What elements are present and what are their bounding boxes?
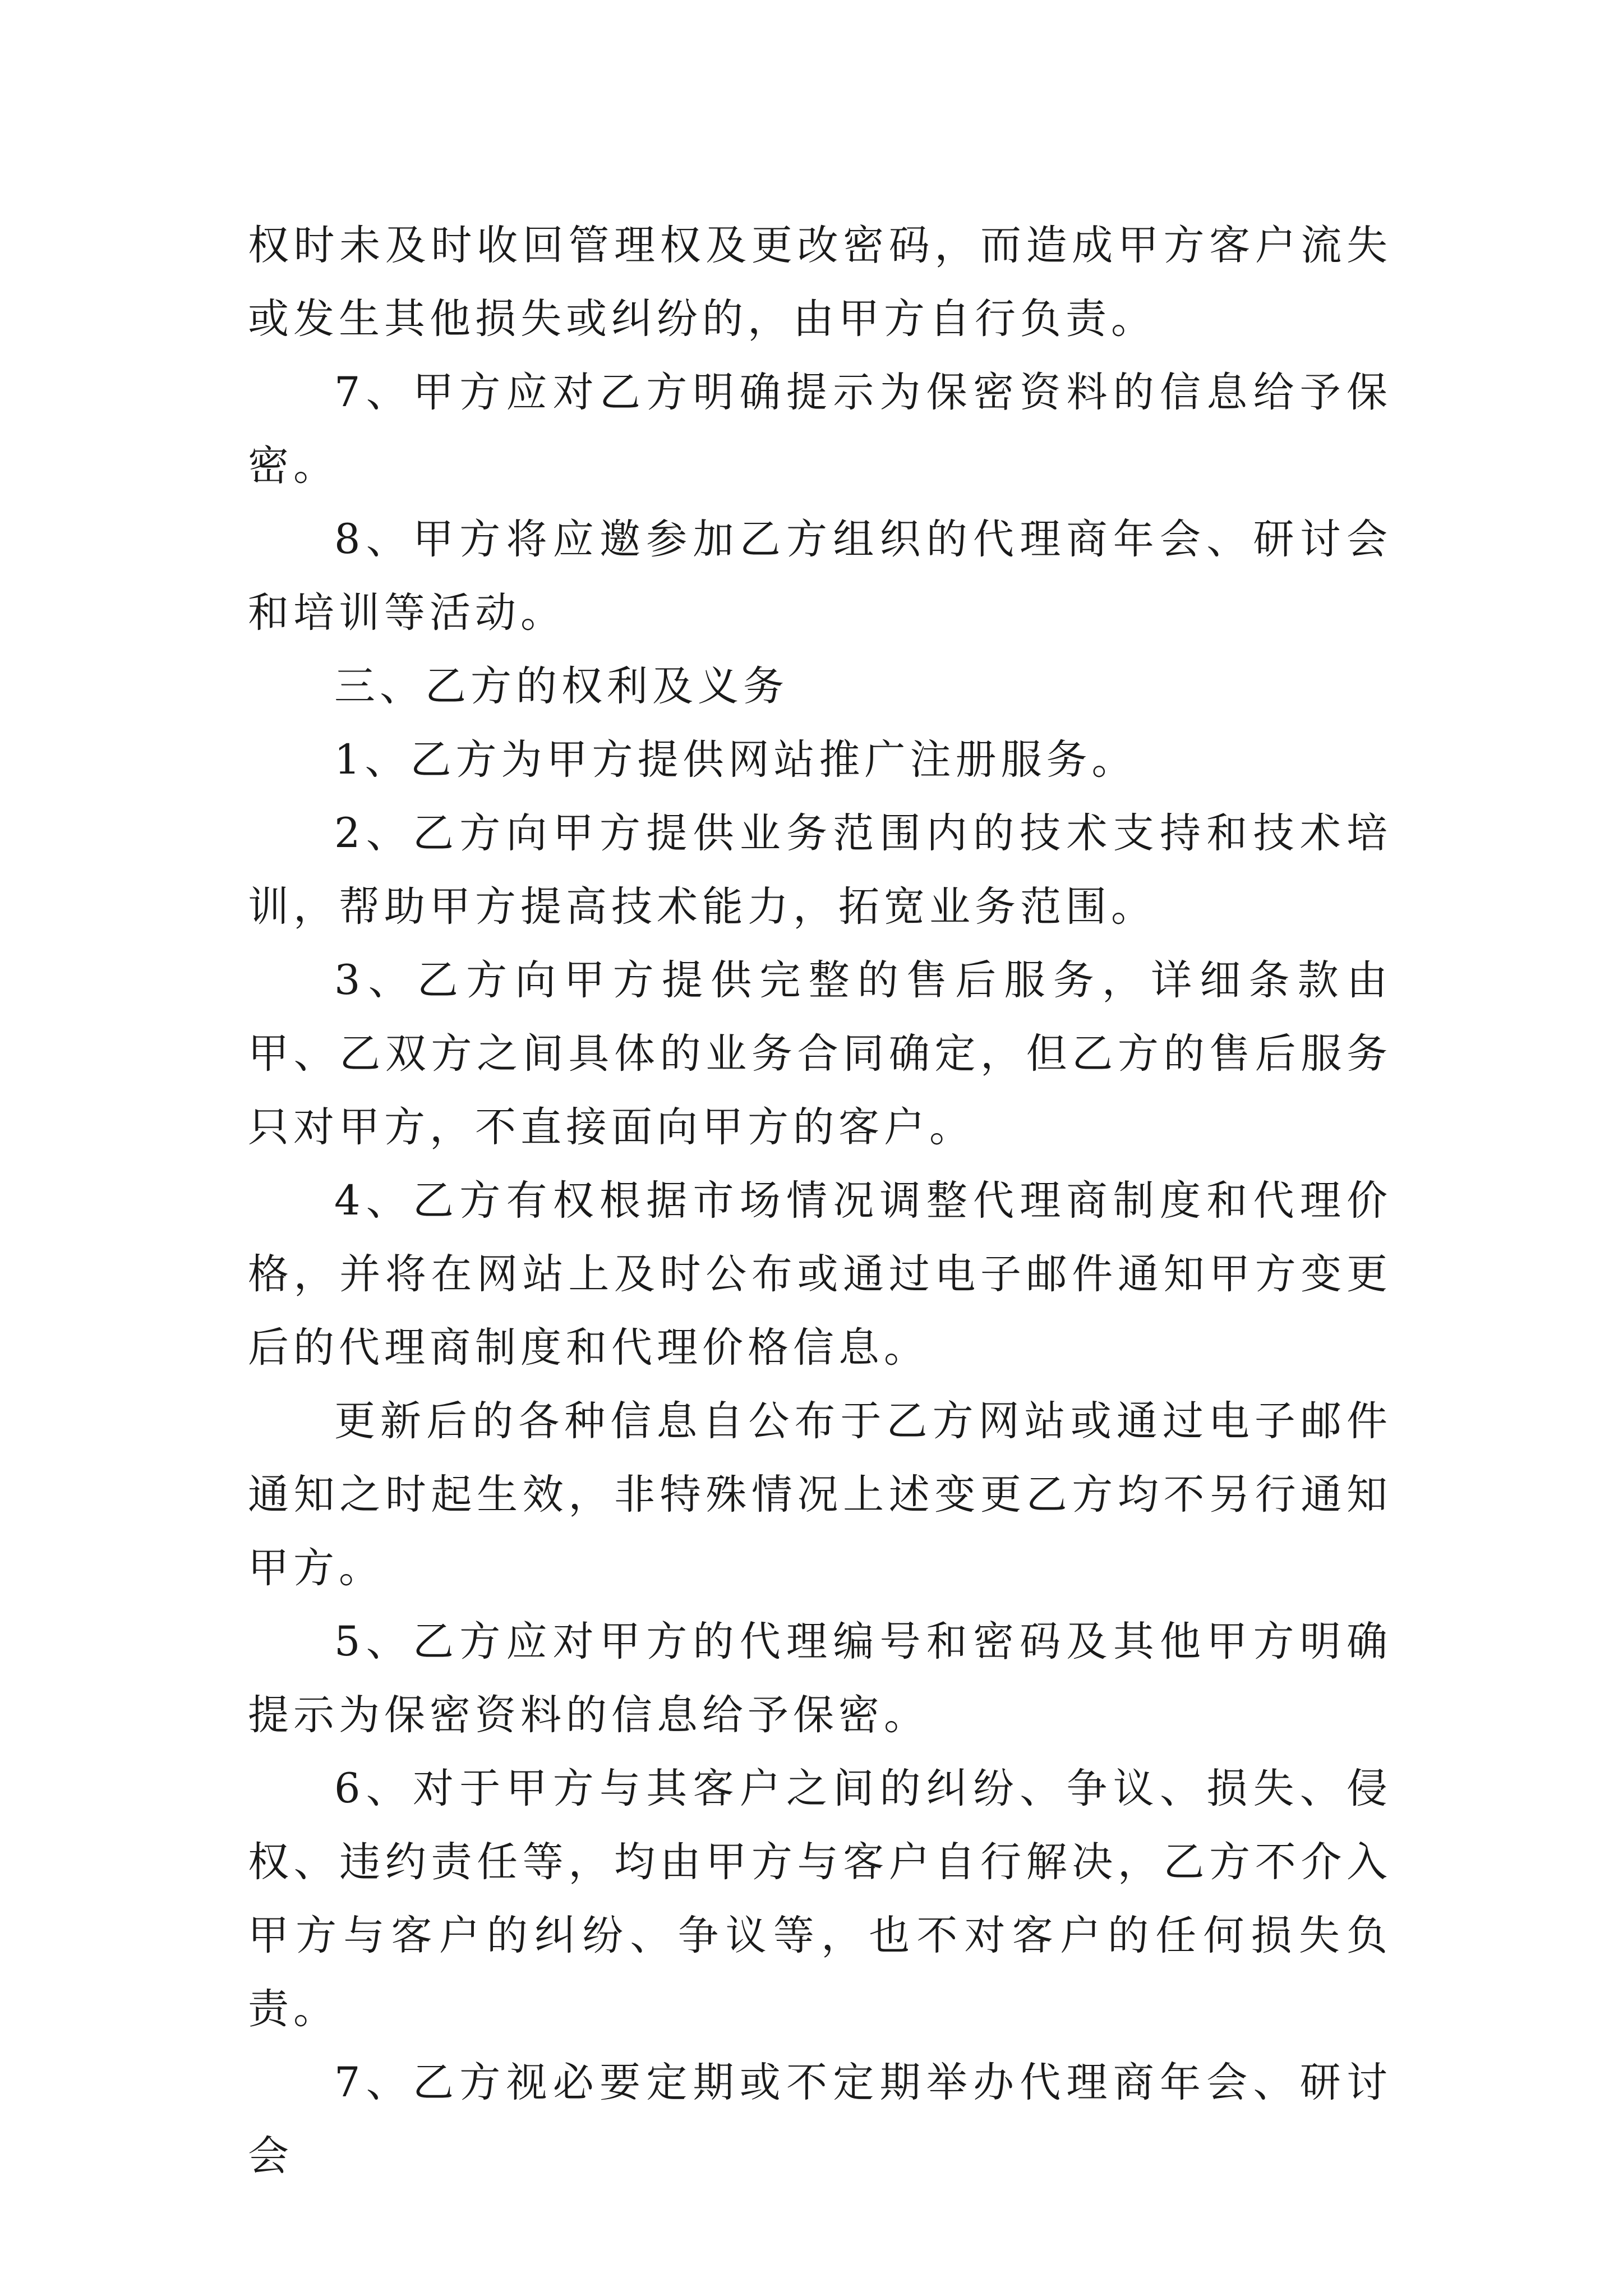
paragraph: 4、乙方有权根据市场情况调整代理商制度和代理价格，并将在网站上及时公布或通过电子邮件通知甲方变更后的代理商制度和代理价格信息。 bbox=[248, 1177, 1392, 1372]
paragraph: 8、甲方将应邀参加乙方组织的代理商年会、研讨会和培训等活动。 bbox=[248, 516, 1392, 637]
paragraph: 6、对于甲方与其客户之间的纠纷、争议、损失、侵权、违约责任等，均由甲方与客户自行解决，乙方不介入甲方与客户的纠纷、争议等，也不对客户的任何损失负责。 bbox=[248, 1765, 1392, 2033]
paragraph: 5、乙方应对甲方的代理编号和密码及其他甲方明确提示为保密资料的信息给予保密。 bbox=[248, 1618, 1392, 1739]
document-body bbox=[248, 209, 1392, 2193]
paragraph: 更新后的各种信息自公布于乙方网站或通过电子邮件通知之时起生效，非特殊情况上述变更乙方均不另行通知甲方。 bbox=[248, 1397, 1392, 1592]
paragraph: 7、乙方视必要定期或不定期举办代理商年会、研讨会 bbox=[248, 2059, 1392, 2180]
paragraph: 3、乙方向甲方提供完整的售后服务，详细条款由甲、乙双方之间具体的业务合同确定，但乙方的售后服务只对甲方，不直接面向甲方的客户。 bbox=[248, 956, 1392, 1151]
paragraph: 1、乙方为甲方提供网站推广注册服务。 bbox=[334, 736, 1137, 784]
paragraph: 权时未及时收回管理权及更改密码，而造成甲方客户流失或发生其他损失或纠纷的，由甲方自行负责。 bbox=[248, 222, 1392, 343]
section-heading: 三、乙方的权利及义务 bbox=[334, 662, 789, 710]
paragraph: 7、甲方应对乙方明确提示为保密资料的信息给予保密。 bbox=[248, 369, 1392, 490]
paragraph: 2、乙方向甲方提供业务范围内的技术支持和技术培训，帮助甲方提高技术能力，拓宽业务范围。 bbox=[248, 809, 1392, 931]
